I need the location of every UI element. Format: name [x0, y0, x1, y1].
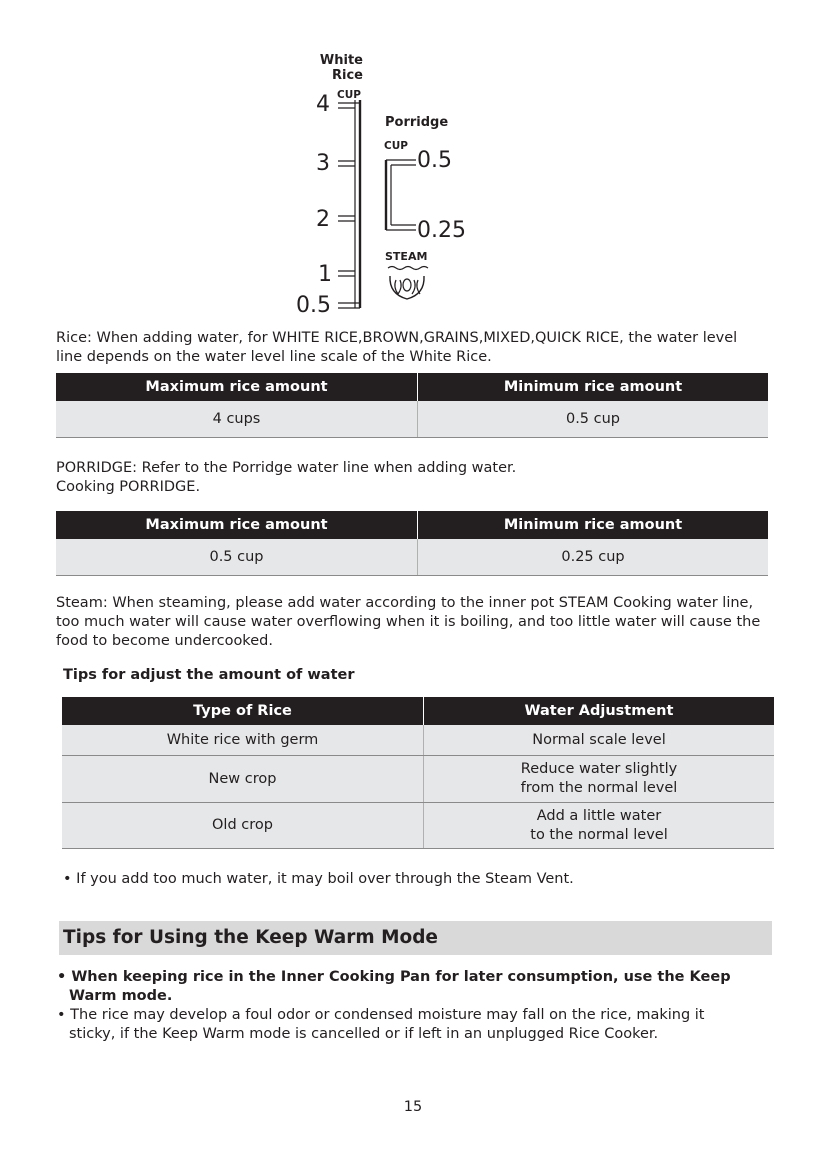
white-scale-2: 2 [316, 207, 330, 232]
porridge-scale-0-5: 0.5 [417, 148, 452, 173]
adjustment-line-1: Reduce water slightly [520, 761, 678, 777]
adjustment-cell [424, 725, 775, 756]
porridge-amount-table [56, 511, 768, 576]
rice-type-cell: Old crop [62, 803, 424, 849]
keep-warm-bullet-2-line-1: • The rice may develop a foul odor or condensed moisture may fall on the rice, making it [57, 1007, 705, 1023]
white-rice-title [308, 53, 363, 83]
max-porridge-header: Maximum rice amount [56, 511, 418, 539]
max-rice-value: 4 cups [56, 401, 418, 438]
table-header-row [56, 511, 768, 539]
keep-warm-bullet-2-line-2: sticky, if the Keep Warm mode is cancelled or if left in an unplugged Rice Cooker. [69, 1026, 659, 1042]
porridge-note-2: Cooking PORRIDGE. [56, 479, 201, 495]
rice-type-cell: New crop [62, 756, 424, 803]
white-scale-3: 3 [316, 151, 330, 176]
adjustment-line-2: to the normal level [530, 826, 668, 843]
porridge-note-1: PORRIDGE: Refer to the Porridge water line when adding water. [56, 460, 517, 476]
min-porridge-header: Minimum rice amount [418, 511, 769, 539]
keep-warm-bullet-1-line-1: • When keeping rice in the Inner Cooking Pan for later consumption, use the Keep [57, 969, 731, 985]
white-scale-1: 1 [318, 262, 332, 287]
min-rice-header: Minimum rice amount [418, 373, 769, 401]
steam-note: Steam: When steaming, please add water according to the inner pot STEAM Cooking water line, too much water will cause water overflowing when it is boiling, and too little water will cause the food to become undercooked. [56, 595, 761, 649]
adjustment-line-2: from the normal level [520, 780, 678, 796]
keep-warm-heading: Tips for Using the Keep Warm Mode [59, 921, 772, 955]
type-of-rice-header: Type of Rice [62, 697, 424, 725]
table-row [62, 756, 774, 803]
min-rice-value: 0.5 cup [418, 401, 769, 438]
adjustment-cell [424, 803, 775, 849]
cup-label-right: CUP [384, 140, 408, 152]
white-scale-4: 4 [316, 92, 330, 117]
max-porridge-value: 0.5 cup [56, 539, 418, 576]
rice-amount-table [56, 373, 768, 438]
max-rice-header: Maximum rice amount [56, 373, 418, 401]
white-scale-0-5: 0.5 [296, 293, 331, 318]
table-row [56, 539, 768, 576]
porridge-scale-0-25: 0.25 [417, 218, 466, 243]
water-adjustment-header: Water Adjustment [424, 697, 775, 725]
table-row [62, 725, 774, 756]
porridge-title: Porridge [385, 115, 449, 130]
table-header-row [62, 697, 774, 725]
keep-warm-bullet-1 [57, 968, 777, 1006]
water-adjustment-table [62, 697, 774, 849]
rice-note: Rice: When adding water, for WHITE RICE,BROWN,GRAINS,MIXED,QUICK RICE, the water level line depends on the water level line scale of the White Rice. [56, 330, 738, 365]
adjustment-line-1: Normal scale level [532, 731, 666, 748]
cup-label-left: CUP [337, 89, 361, 101]
table-row [56, 401, 768, 438]
boil-over-note: • If you add too much water, it may boil over through the Steam Vent. [63, 871, 574, 887]
page-number: 15 [403, 1099, 423, 1115]
keep-warm-bullet-1-line-2: Warm mode. [69, 988, 173, 1004]
steam-label: STEAM [385, 250, 428, 263]
white-rice-title-text: White Rice [319, 53, 363, 83]
min-porridge-value: 0.25 cup [418, 539, 769, 576]
keep-warm-bullet-2 [57, 1006, 777, 1044]
water-level-diagram [280, 50, 500, 325]
table-header-row [56, 373, 768, 401]
adjustment-line-1: Add a little water [536, 807, 662, 824]
rice-type-cell: White rice with germ [62, 725, 424, 756]
tips-heading: Tips for adjust the amount of water [63, 667, 355, 683]
table-row [62, 803, 774, 849]
adjustment-cell [424, 756, 775, 803]
steam-cooking-icon [386, 272, 428, 302]
